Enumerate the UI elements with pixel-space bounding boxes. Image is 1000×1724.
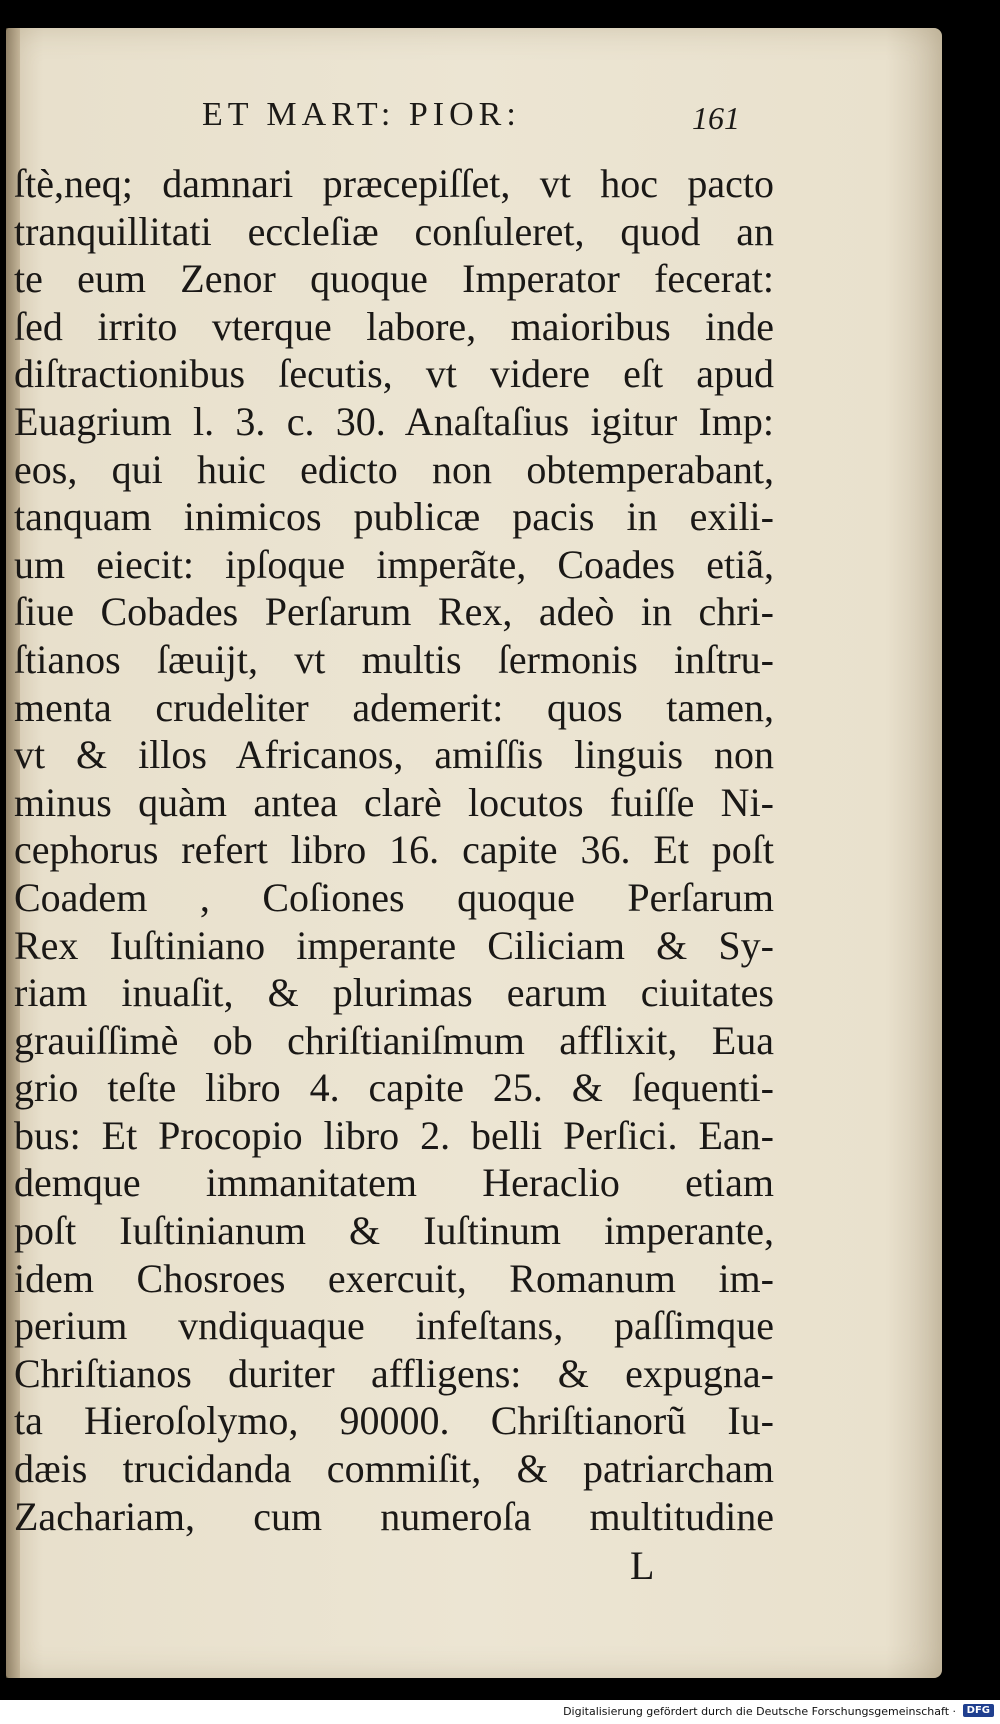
dfg-logo-icon: DFG: [963, 1704, 994, 1717]
text-line: poſt Iuſtinianum & Iuſtinum imperante,: [14, 1208, 774, 1254]
text-line: cephorus refert libro 16. capite 36. Et poſt: [14, 827, 774, 873]
text-line: ſed irrito vterque labore, maioribus inde: [14, 303, 774, 349]
text-line: ſtè,neq; damnari præcepiſſet, vt hoc pacto: [14, 161, 774, 206]
text-line: demque immanitatem Heraclio etiam: [14, 1160, 774, 1206]
text-line: Euagrium l. 3. c. 30. Anaſtaſius igitur Imp:: [14, 398, 774, 444]
text-line: vt & illos Africanos, amiſſis linguis non: [14, 732, 774, 778]
funding-credit: Digitalisierung gefördert durch die Deutsche Forschungsgemeinschaft ·: [563, 1705, 956, 1718]
text-line: diſtractionibus ſecutis, vt videre eſt apud: [14, 351, 774, 397]
digitization-footer: [0, 1700, 1000, 1724]
text-line: dæis trucidanda commiſit, & patriarcham: [14, 1446, 774, 1492]
text-line: perium vndiquaque infeſtans, paſſimque: [14, 1303, 774, 1349]
text-line: grio teſte libro 4. capite 25. & ſequenti-: [14, 1065, 774, 1111]
page-number: 161: [692, 100, 740, 136]
text-line: um eiecit: ipſoque imperãte, Coades etiã,: [14, 541, 774, 587]
catchword: L: [630, 1543, 655, 1588]
text-line: idem Chosroes exercuit, Romanum im-: [14, 1255, 774, 1301]
text-line: Chriſtianos duriter affligens: & expugna-: [14, 1350, 774, 1396]
text-line: menta crudeliter ademerit: quos tamen,: [14, 684, 774, 730]
text-line: minus quàm antea clarè locutos fuiſſe Ni-: [14, 779, 774, 825]
text-line: riam inuaſit, & plurimas earum ciuitates: [14, 970, 774, 1016]
text-line: tranquillitati eccleſiæ conſuleret, quod an: [14, 208, 774, 254]
text-line: Rex Iuſtiniano imperante Ciliciam & Sy-: [14, 922, 774, 968]
text-line: Zachariam, cum numeroſa multitudine: [14, 1493, 774, 1539]
text-line: ſtianos ſæuijt, vt multis ſermonis inſtru-: [14, 636, 774, 682]
page-header: [6, 96, 942, 146]
text-line: eos, qui huic edicto non obtemperabant,: [14, 446, 774, 492]
body-text: [14, 160, 774, 1540]
book-page: [6, 28, 942, 1678]
text-line: ſiue Cobades Perſarum Rex, adeò in chri-: [14, 589, 774, 635]
text-line: bus: Et Procopio libro 2. belli Perſici. Ean-: [14, 1112, 774, 1158]
text-line: tanquam inimicos publicæ pacis in exili-: [14, 494, 774, 540]
text-line: ta Hieroſolymo, 90000. Chriſtianorũ Iu-: [14, 1398, 774, 1444]
text-line: Coadem , Coſiones quoque Perſarum: [14, 874, 774, 920]
text-line: te eum Zenor quoque Imperator fecerat:: [14, 256, 774, 302]
text-line: grauiſſimè ob chriſtianiſmum afflixit, Eua: [14, 1017, 774, 1063]
running-title: ET MART: PIOR:: [202, 96, 521, 133]
